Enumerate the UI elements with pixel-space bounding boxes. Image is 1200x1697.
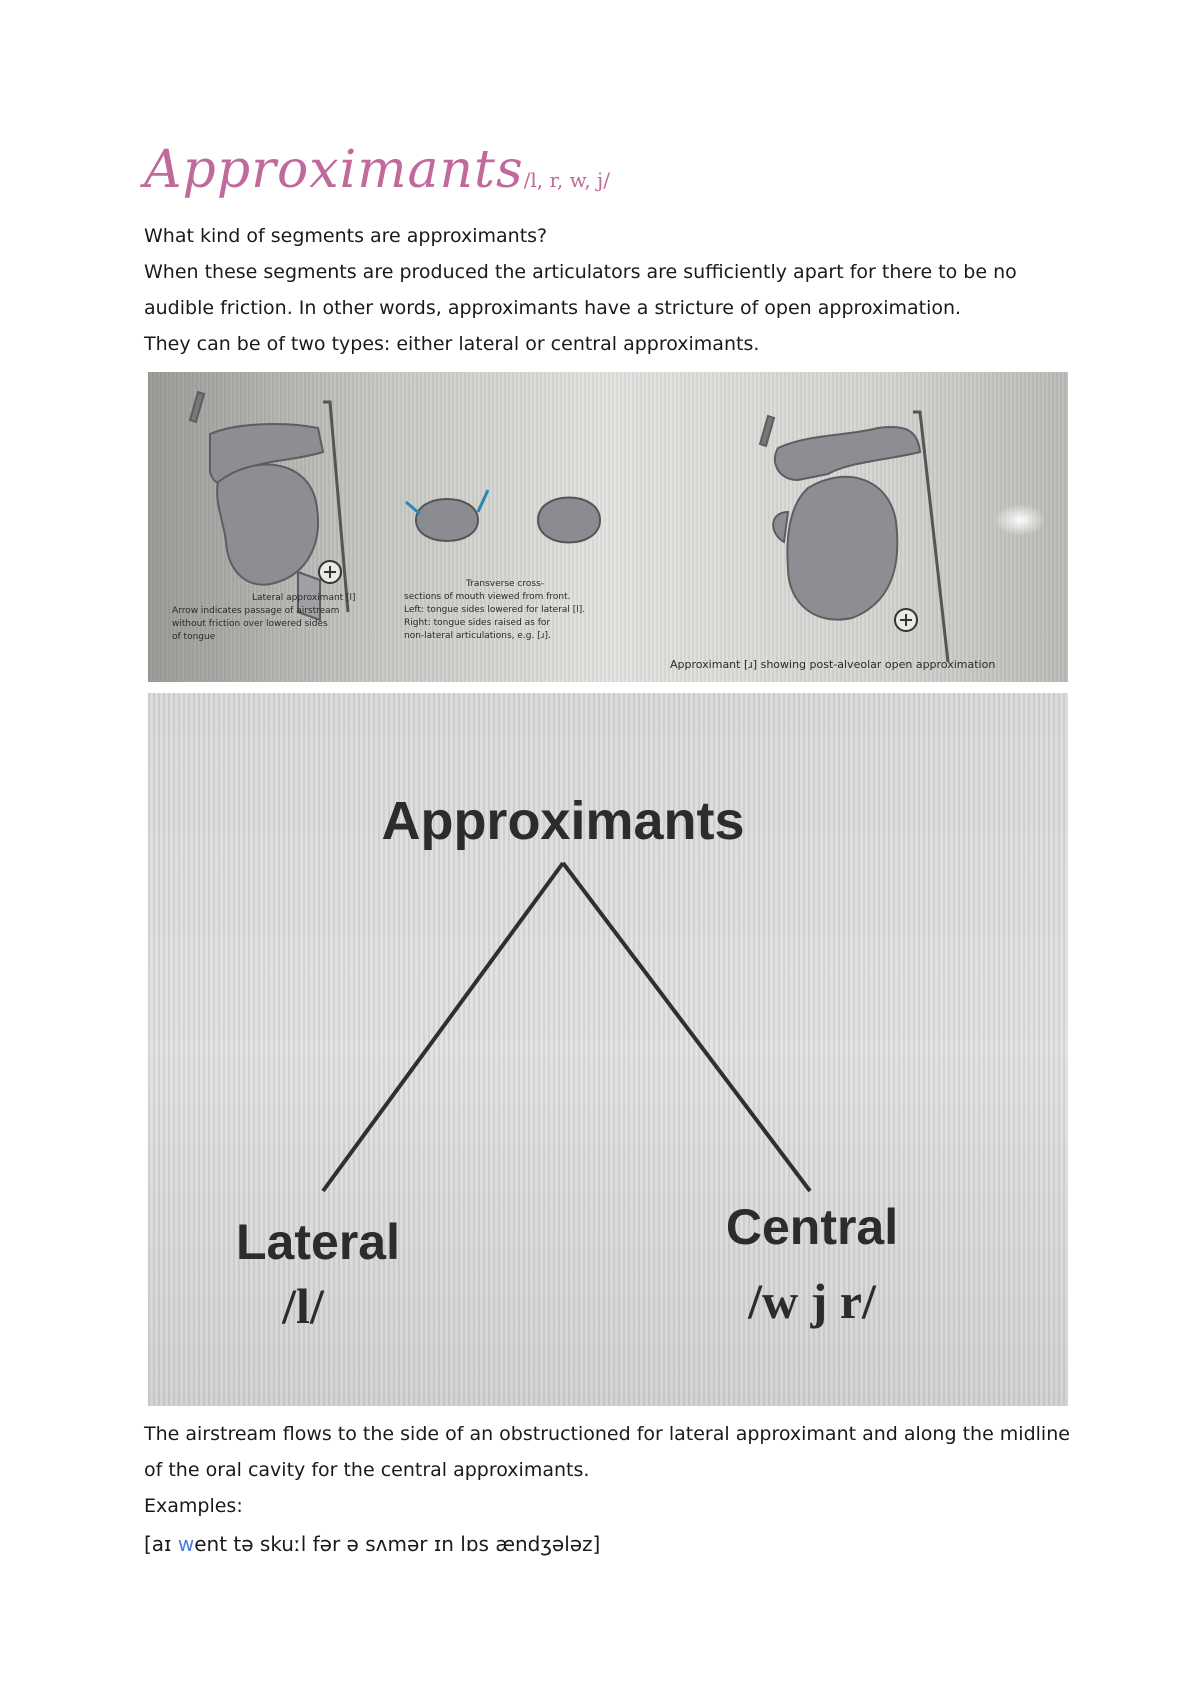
page-heading [144,140,610,200]
lateral-caption-line-3: of tongue [172,632,216,642]
lateral-caption-line-2: without friction over lowered sides [172,619,328,629]
body-line-2: of the oral cavity for the central approximants. [144,1459,590,1481]
ipa-rest: ent tə skuːl fər ə sʌmər ɪn lɒs ændʒələz] [194,1532,601,1556]
intro-line-2: audible friction. In other words, approximants have a stricture of open approximation. [144,297,962,319]
approximants-tree-photo [148,693,1068,1406]
ipa-example [144,1532,600,1556]
examples-label: Examples: [144,1495,243,1517]
transverse-caption-line-1: sections of mouth viewed from front. [404,592,571,602]
ipa-open: [aɪ [144,1532,178,1556]
tree-lateral-label: Lateral [236,1214,400,1270]
lateral-caption-line-1: Arrow indicates passage of airstream [172,606,340,616]
transverse-caption-line-2: Left: tongue sides lowered for lateral [l]. [404,605,586,615]
transverse-caption-line-4: non-lateral articulations, e.g. [ɹ]. [404,631,551,641]
central-caption: Approximant [ɹ] showing post-alveolar open approximation [670,658,996,671]
lateral-caption-title: Lateral approximant [l] [252,593,356,603]
intro-line-3: They can be of two types: either lateral or central approximants. [144,333,760,355]
intro-line-1: When these segments are produced the articulators are sufficiently apart for there to be no [144,261,1017,283]
articulation-diagrams-photo [148,372,1068,682]
page-title: Approximants [144,140,524,200]
intro-question: What kind of segments are approximants? [144,225,548,247]
ipa-highlight: w [177,1532,195,1556]
tree-central-phones: /w j r/ [748,1273,876,1329]
body-line-1: The airstream flows to the side of an obstructioned for lateral approximant and along the midline [144,1423,1070,1445]
tree-central-label: Central [725,1199,899,1255]
tree-root-label: Approximants [381,791,745,851]
tree-lateral-phones: /l/ [282,1278,324,1334]
transverse-caption-title: Transverse cross- [466,579,545,589]
page-subtitle: /l, r, w, j/ [523,168,610,192]
transverse-caption-line-3: Right: tongue sides raised as for [404,618,551,628]
